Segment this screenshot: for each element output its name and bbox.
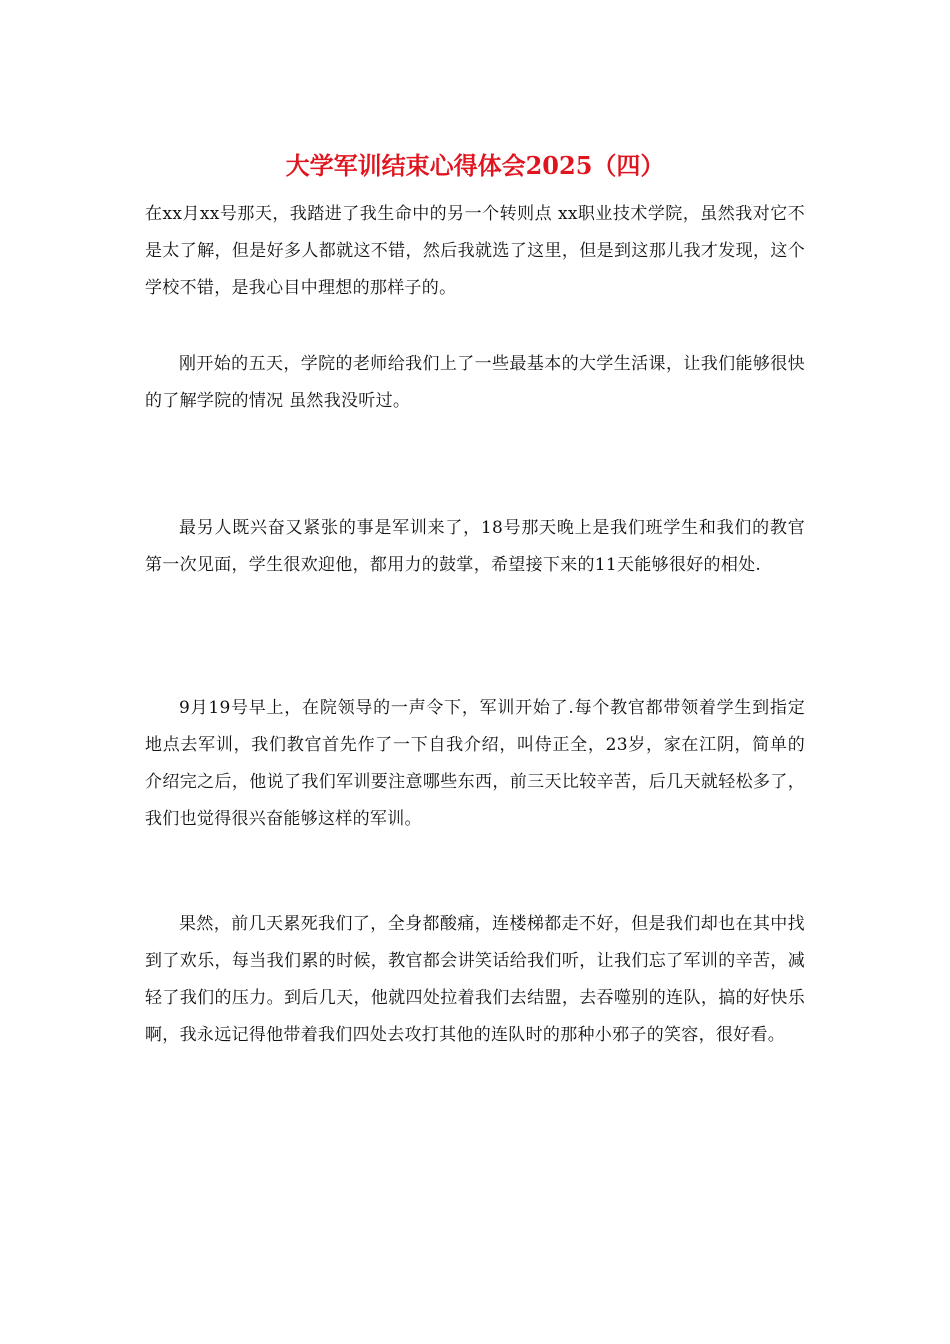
paragraph-1: 在xx月xx号那天，我踏进了我生命中的另一个转则点 xx职业技术学院，虽然我对它不是太了解，但是好多人都就这不错，然后我就选了这里，但是到这那儿我才发现，这个学校不错，是我心目中理想的那样子的。 bbox=[145, 204, 805, 298]
paragraph-5: 果然，前几天累死我们了，全身都酸痛，连楼梯都走不好，但是我们却也在其中找到了欢乐，每当我们累的时候，教官都会讲笑话给我们听，让我们忘了军训的辛苦，减轻了我们的压力。到后几天，他就四处拉着我们去结盟，去吞噬别的连队，搞的好快乐啊，我永远记得他带着我们四处去攻打其他的连队时的那种小邪子的笑容，很好看。 bbox=[145, 914, 805, 1045]
document-title: 大学军训结束心得体会2025（四） bbox=[285, 151, 665, 180]
paragraph-4: 9月19号早上，在院领导的一声令下，军训开始了.每个教官都带领着学生到指定地点去军训，我们教官首先作了一下自我介绍，叫侍正全，23岁，家在江阴，简单的介绍完之后，他说了我们军训要注意哪些东西，前三天比较辛苦，后几天就轻松多了，我们也觉得很兴奋能够这样的军训。 bbox=[145, 698, 805, 829]
paragraph-3: 最另人既兴奋又紧张的事是军训来了，18号那天晚上是我们班学生和我们的教官第一次见面，学生很欢迎他，都用力的鼓掌，希望接下来的11天能够很好的相处. bbox=[145, 518, 805, 575]
paragraph-2: 刚开始的五天，学院的老师给我们上了一些最基本的大学生活课，让我们能够很快的了解学院的情况 虽然我没听过。 bbox=[145, 354, 805, 411]
